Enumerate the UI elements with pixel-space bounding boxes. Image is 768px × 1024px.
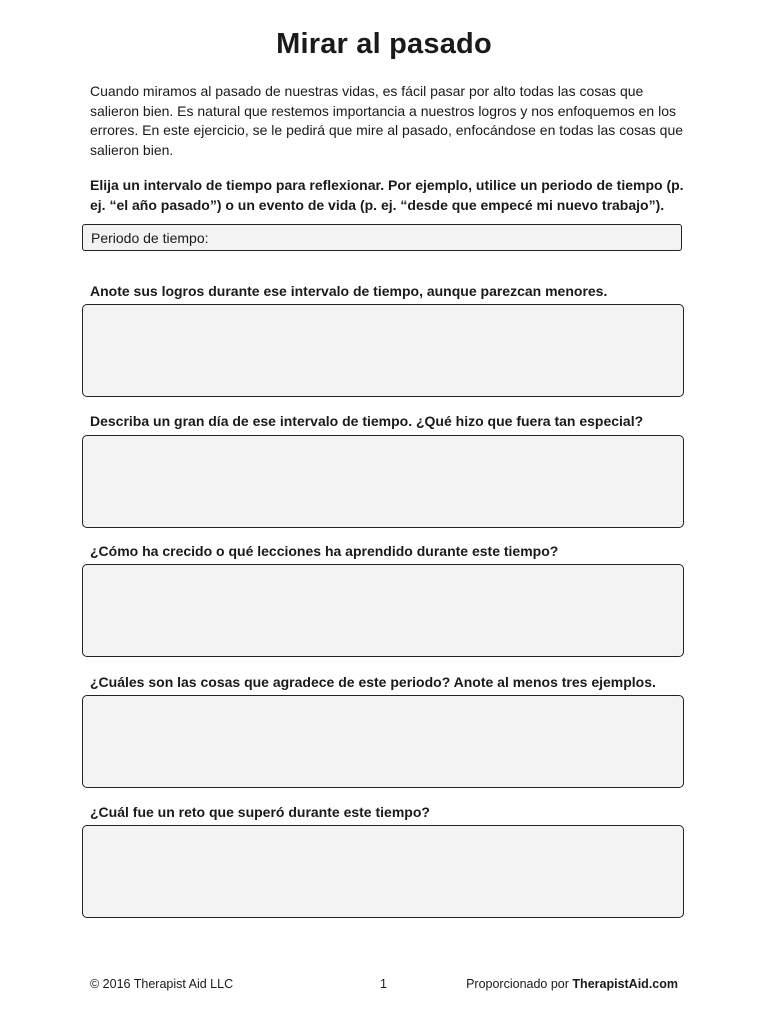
intro-paragraph: Cuando miramos al pasado de nuestras vidas, es fácil pasar por alto todas las cosas que salieron bien. Es natural que restemos importancia a nuestros logros y nos enfoquemos en los errores. En este ejercicio, se le pedirá que mire al pasado, enfocándose en todas las cosas que salieron bien. [90,83,684,158]
footer-provided-by: Proporcionado por [466,977,569,991]
instruction-paragraph: Elija un intervalo de tiempo para reflexionar. Por ejemplo, utilice un periodo de tiempo (p. ej. “el año pasado”) o un evento de vida (p. ej. “desde que empecé mi nuevo trabajo”). [90,177,684,213]
question-3-label: ¿Cómo ha crecido o qué lecciones ha aprendido durante este tiempo? [90,543,559,559]
question-4-label: ¿Cuáles son las cosas que agradece de este periodo? Anote al menos tres ejemplos. [90,674,656,690]
question-5-label: ¿Cuál fue un reto que superó durante este tiempo? [90,804,430,820]
period-field[interactable] [82,224,682,251]
footer-attribution [466,977,678,991]
question-1-answer[interactable] [82,304,684,397]
footer-page-number: 1 [380,977,387,991]
question-3-answer[interactable] [82,564,684,657]
question-1-label: Anote sus logros durante ese intervalo de tiempo, aunque parezcan menores. [90,283,608,299]
question-4-answer[interactable] [82,695,684,788]
question-5-answer[interactable] [82,825,684,918]
page-title: Mirar al pasado [276,28,492,60]
footer-copyright: © 2016 Therapist Aid LLC [90,977,234,991]
period-label: Periodo de tiempo: [91,230,209,246]
footer-brand-link[interactable]: TherapistAid.com [572,977,678,991]
question-2-label: Describa un gran día de ese intervalo de tiempo. ¿Qué hizo que fuera tan especial? [90,413,644,429]
question-2-answer[interactable] [82,435,684,528]
